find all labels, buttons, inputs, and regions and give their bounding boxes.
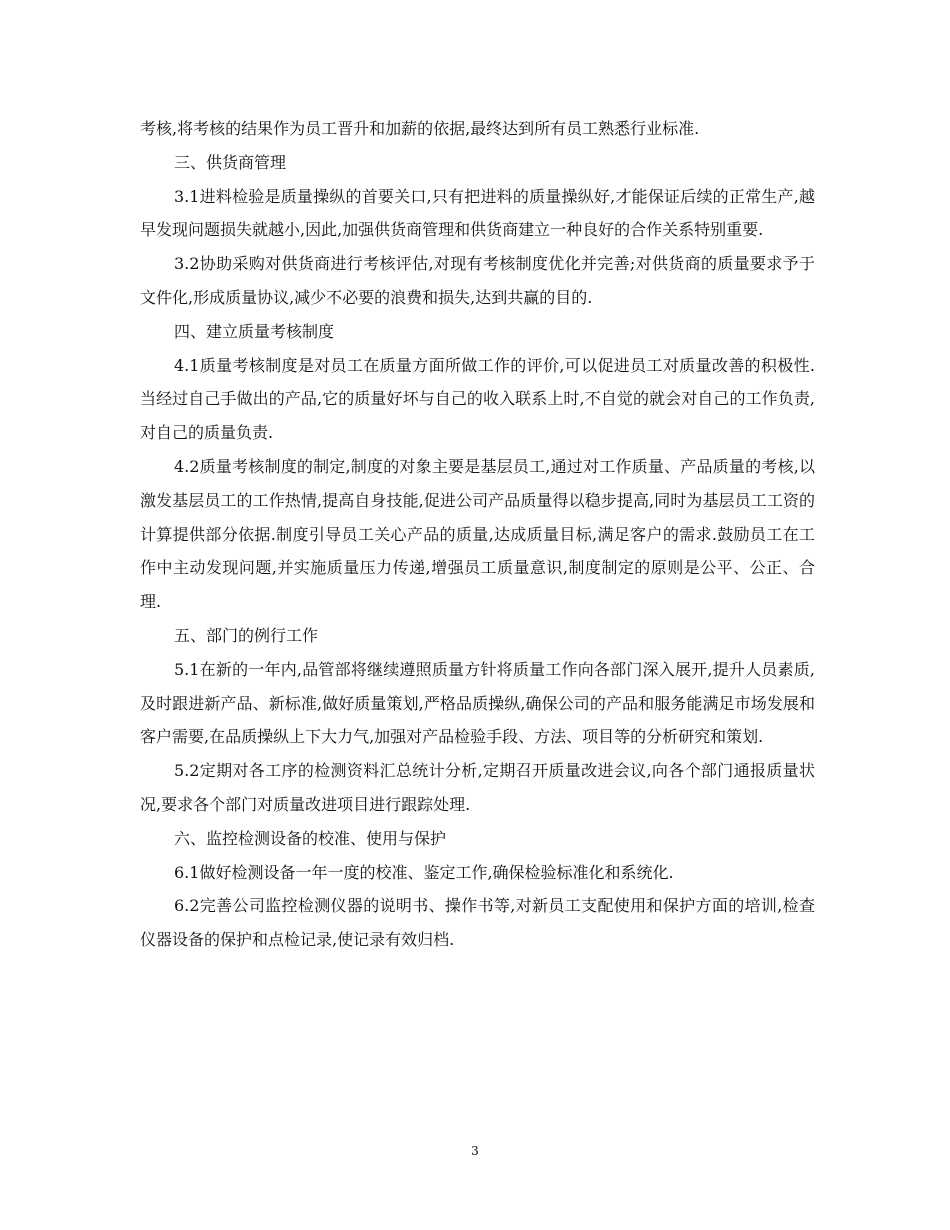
paragraph-4-1: 4.1质量考核制度是对员工在质量方面所做工作的评价,可以促进员工对质量改善的积极性.当经过自己手做出的产品,它的质量好坏与自己的收入联系上时,不自觉的就会对自己的工作负责,对自己的质量负责. bbox=[140, 355, 815, 443]
document-body bbox=[140, 112, 815, 957]
section-heading-quality-assessment: 四、建立质量考核制度 bbox=[174, 321, 335, 341]
section-heading-equipment-calibration: 六、监控检测设备的校准、使用与保护 bbox=[174, 828, 447, 848]
page-number: 3 bbox=[471, 1144, 479, 1158]
paragraph-6-2: 6.2完善公司监控检测仪器的说明书、操作书等,对新员工支配使用和保护方面的培训,检查仪器设备的保护和点检记录,使记录有效归档. bbox=[140, 896, 815, 950]
section-heading-routine-work: 五、部门的例行工作 bbox=[174, 625, 319, 645]
paragraph-5-2: 5.2定期对各工序的检测资料汇总统计分析,定期召开质量改进会议,向各个部门通报质量状况,要求各个部门对质量改进项目进行跟踪处理. bbox=[140, 761, 815, 814]
paragraph-4-2: 4.2质量考核制度的制定,制度的对象主要是基层员工,通过对工作质量、产品质量的考核,以激发基层员工的工作热情,提高自身技能,促进公司产品质量得以稳步提高,同时为基层员工工资的计算提供部分依据.制度引导员工关心产品的质量,达成质量目标,满足客户的需求.鼓励员工在工作中主动发现问题,并实施质量压力传递,增强员工质量意识,制度制定的原则是公平、公正、合理. bbox=[140, 456, 815, 612]
section-heading-supplier-management: 三、供货商管理 bbox=[174, 152, 287, 172]
paragraph-3-1: 3.1进料检验是质量操纵的首要关口,只有把进料的质量操纵好,才能保证后续的正常生产,越早发现问题损失就越小,因此,加强供货商管理和供货商建立一种良好的合作关系特别重要. bbox=[140, 186, 815, 240]
paragraph-5-1: 5.1在新的一年内,品管部将继续遵照质量方针将质量工作向各部门深入展开,提升人员素质,及时跟进新产品、新标准,做好质量策划,严格品质操纵,确保公司的产品和服务能满足市场发展和客户需要,在品质操纵上下大力气,加强对产品检验手段、方法、项目等的分析研究和策划. bbox=[140, 659, 815, 747]
paragraph-6-1: 6.1做好检测设备一年一度的校准、鉴定工作,确保检验标准化和系统化. bbox=[174, 862, 674, 882]
paragraph-continuation: 考核,将考核的结果作为员工晋升和加薪的依据,最终达到所有员工熟悉行业标准. bbox=[140, 119, 700, 138]
paragraph-3-2: 3.2协助采购对供货商进行考核评估,对现有考核制度优化并完善;对供货商的质量要求予于文件化,形成质量协议,减少不必要的浪费和损失,达到共赢的目的. bbox=[140, 254, 815, 307]
